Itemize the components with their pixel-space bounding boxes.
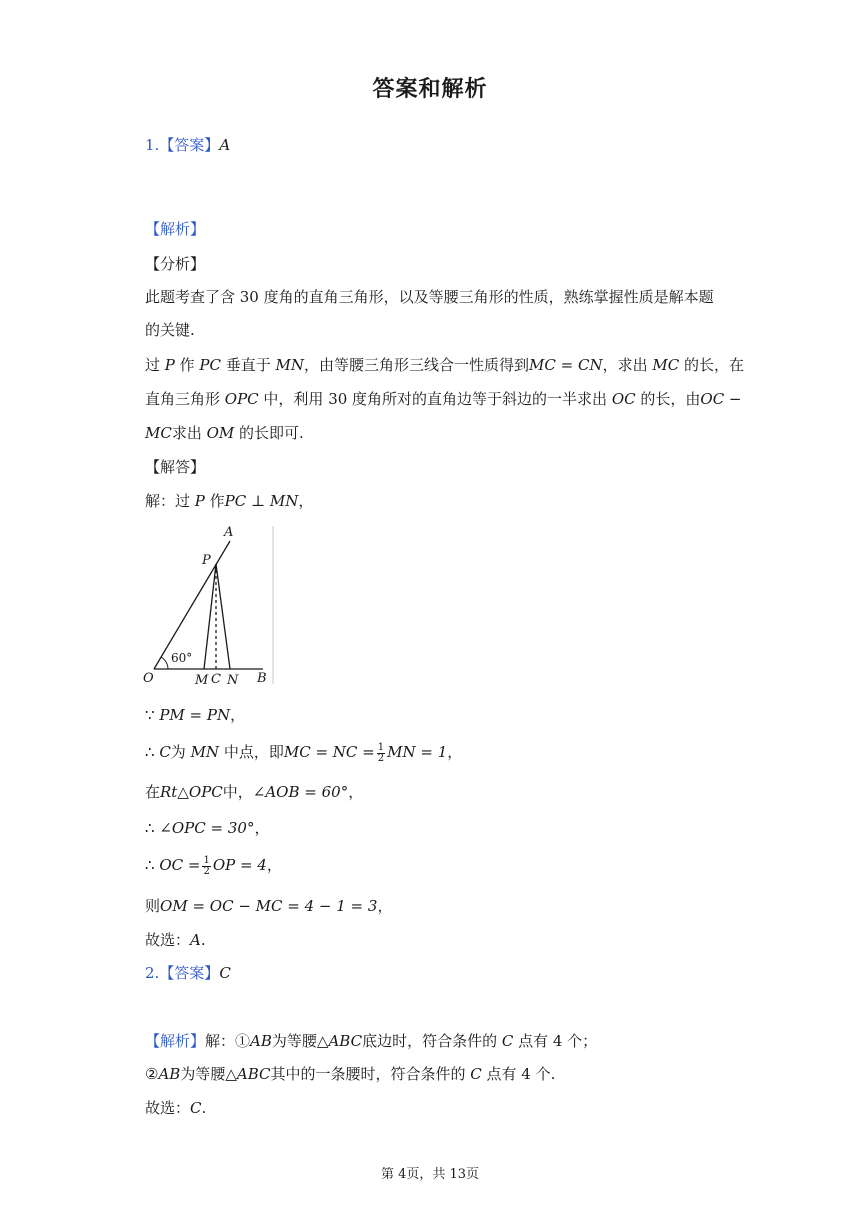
math: OP = 4 xyxy=(212,856,267,874)
text: 故选： xyxy=(145,1099,191,1117)
label-o: O xyxy=(143,671,154,686)
segment-pn xyxy=(216,564,230,669)
math: ABC xyxy=(236,1065,271,1083)
math: PM = PN xyxy=(159,706,231,724)
q2-analysis-tag: 【解析】 xyxy=(145,1032,206,1050)
math: P xyxy=(194,492,205,510)
q1-answer-line xyxy=(145,135,725,155)
math: OPC xyxy=(188,783,223,801)
math: PC ⊥ MN xyxy=(224,492,299,510)
fraction-denominator: 2 xyxy=(377,752,385,764)
text: 为 xyxy=(170,743,191,761)
segment-pm xyxy=(204,564,216,669)
math: C xyxy=(190,1099,202,1117)
text: 为等腰△ xyxy=(180,1065,237,1083)
q1-fenxi-line2: 的关键. xyxy=(145,321,195,339)
text: ， xyxy=(266,856,282,874)
q1-fenxi-line3 xyxy=(145,355,744,375)
text: . xyxy=(200,931,206,949)
math: A xyxy=(190,931,201,949)
math: MN xyxy=(190,743,220,761)
text: ， xyxy=(377,897,393,915)
label-c: C xyxy=(211,672,221,687)
math: C xyxy=(501,1032,514,1050)
geometry-svg xyxy=(140,522,276,688)
text: ，求出 xyxy=(602,356,653,374)
angle-label: 60° xyxy=(171,651,193,665)
geometry-figure xyxy=(140,522,276,688)
math: MC = CN xyxy=(529,356,603,374)
q1-analysis-tag: 【解析】 xyxy=(145,220,206,238)
math: P xyxy=(164,356,175,374)
text: ， xyxy=(230,706,246,724)
math: OC − xyxy=(700,390,742,408)
text: 为等腰△ xyxy=(271,1032,329,1050)
math: AB xyxy=(158,1065,181,1083)
math: ∠AOB = 60° xyxy=(252,783,349,801)
text: 垂直于 xyxy=(221,356,276,374)
fraction-denominator: 2 xyxy=(203,865,210,877)
q1-sol-line7 xyxy=(145,896,725,916)
math: MN = 1 xyxy=(387,743,448,761)
math: PC xyxy=(199,356,221,374)
text: 直角三角形 xyxy=(145,390,225,408)
math: C xyxy=(159,743,171,761)
math: MC = NC = xyxy=(283,743,375,761)
text: ， xyxy=(298,492,314,510)
text: ② xyxy=(145,1065,159,1083)
text: 其中的一条腰时，符合条件的 xyxy=(270,1065,471,1083)
text: 解：① xyxy=(205,1032,251,1050)
math: AB xyxy=(250,1032,272,1050)
text: 求出 xyxy=(171,424,207,442)
q2-answer-line xyxy=(145,963,725,983)
label-b: B xyxy=(257,671,267,686)
text: ∴ xyxy=(145,856,160,874)
text: 作 xyxy=(174,356,200,374)
page-title: 答案和解析 xyxy=(372,77,488,102)
q1-sol-line2 xyxy=(145,705,725,725)
q1-sol-line3 xyxy=(145,742,725,764)
fraction-numerator: 1 xyxy=(377,741,385,753)
text: 作 xyxy=(204,492,225,510)
angle-arc xyxy=(161,657,168,669)
text: . xyxy=(201,1099,207,1117)
math: OM xyxy=(206,424,235,442)
q2-analysis-line1 xyxy=(145,1031,725,1051)
q1-fenxi-line5 xyxy=(145,423,725,443)
page-footer: 第 4页，共 13页 xyxy=(380,1167,480,1182)
math: Rt xyxy=(160,783,178,801)
q2-analysis-line2 xyxy=(145,1064,725,1084)
text: 的长，由 xyxy=(635,390,701,408)
text: 过 xyxy=(145,356,165,374)
text: ，由等腰三角形三线合一性质得到 xyxy=(304,356,530,374)
label-a: A xyxy=(224,525,234,540)
text: 中， xyxy=(222,783,253,801)
q1-sol-line4 xyxy=(145,782,725,802)
text: ， xyxy=(254,819,270,837)
q1-fenxi-tag: 【分析】 xyxy=(145,255,206,273)
text: 点有 4 个； xyxy=(513,1032,598,1050)
text: 的长，在 xyxy=(679,356,744,374)
math: C xyxy=(470,1065,482,1083)
q1-sol-line1 xyxy=(145,491,725,511)
text: ∵ xyxy=(145,706,160,724)
q1-answer: A xyxy=(219,136,231,154)
q1-fenxi-line1: 此题考查了含 30 度角的直角三角形，以及等腰三角形的性质，熟练掌握性质是解本题 xyxy=(145,288,714,306)
q1-fenxi-line4 xyxy=(145,389,742,409)
q1-answer-prefix: 1.【答案】 xyxy=(145,136,220,154)
fraction-half xyxy=(202,856,210,877)
math: OM = OC − MC = 4 − 1 = 3 xyxy=(160,897,378,915)
q1-sol-line5 xyxy=(145,818,725,838)
fraction-numerator: 1 xyxy=(203,854,210,866)
q2-analysis-line3 xyxy=(145,1098,725,1118)
text: 故选： xyxy=(145,931,191,949)
q1-sol-line8 xyxy=(145,930,725,950)
math: ∠OPC = 30° xyxy=(159,819,255,837)
fraction-half xyxy=(377,743,385,764)
text: 的长即可. xyxy=(234,424,304,442)
text: 解：过 xyxy=(145,492,195,510)
text: △ xyxy=(177,783,189,801)
math: OPC xyxy=(224,390,259,408)
text: ， xyxy=(447,743,463,761)
label-p: P xyxy=(202,553,211,568)
math: ABC xyxy=(328,1032,363,1050)
q1-sol-line6 xyxy=(145,855,725,877)
text: ∴ xyxy=(145,819,160,837)
ray-oa xyxy=(154,541,230,669)
text: 点有 4 个. xyxy=(481,1065,556,1083)
math: OC = xyxy=(159,856,201,874)
math: MN xyxy=(275,356,305,374)
math: MC xyxy=(145,424,172,442)
text: 则 xyxy=(145,897,161,915)
text: 中，利用 30 度角所对的直角边等于斜边的一半求出 xyxy=(258,390,612,408)
text: ∴ xyxy=(145,743,160,761)
math: OC xyxy=(611,390,636,408)
text: ， xyxy=(348,783,364,801)
text: 底边时，符合条件的 xyxy=(362,1032,502,1050)
q2-answer-prefix: 2.【答案】 xyxy=(145,964,220,982)
q1-jieda-tag: 【解答】 xyxy=(145,458,206,476)
label-m: M xyxy=(195,673,209,688)
label-n: N xyxy=(227,673,239,688)
text: 中点，即 xyxy=(219,743,284,761)
q2-answer: C xyxy=(219,964,231,982)
math: MC xyxy=(652,356,680,374)
text: 在 xyxy=(145,783,161,801)
